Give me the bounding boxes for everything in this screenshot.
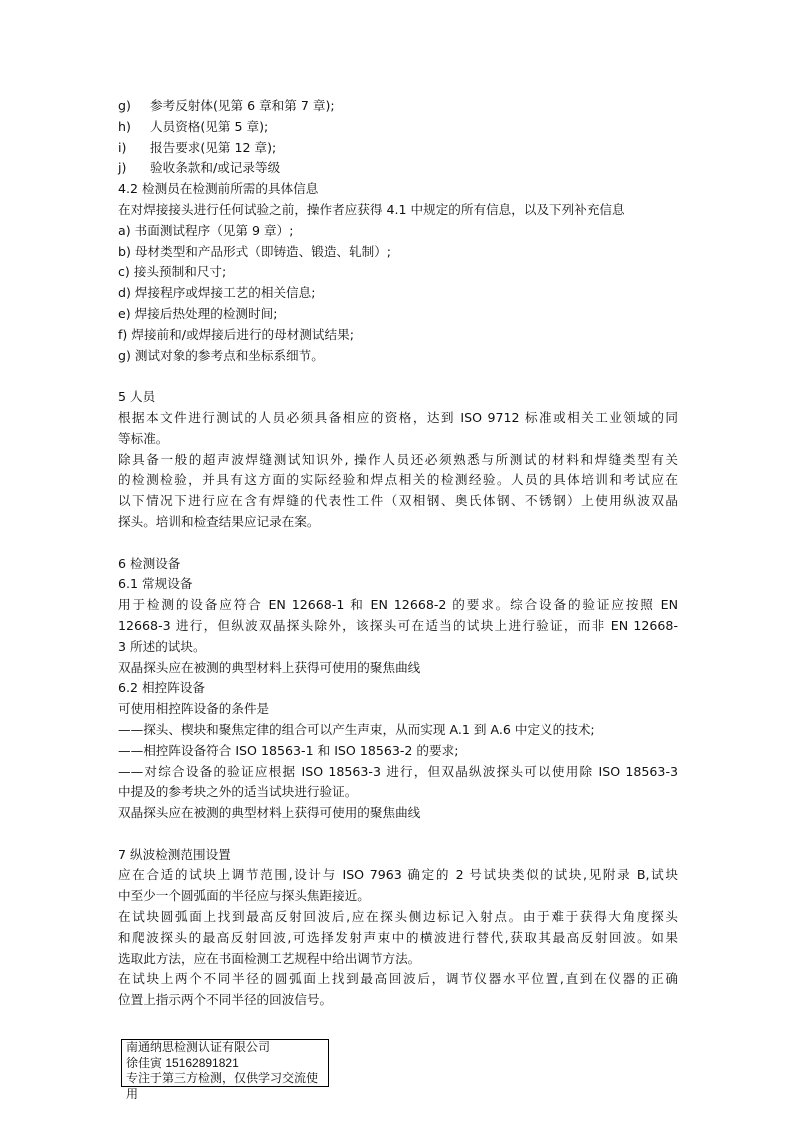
list-item bbox=[118, 325, 678, 346]
paragraph-line: 中至少一个圆弧面的半径应与探头焦距接近。 bbox=[118, 888, 370, 904]
list-item bbox=[118, 304, 678, 325]
list-text: 书面测试程序（见第 9 章）; bbox=[134, 222, 294, 238]
paragraph-line: 在试块上两个不同半径的圆弧面上找到最高回波后，调节仪器水平位置,直到在仪器的正确 bbox=[118, 971, 678, 987]
list-item bbox=[118, 262, 678, 283]
list-marker: a) bbox=[118, 222, 131, 238]
list-text: 母材类型和产品形式（即铸造、锻造、轧制）; bbox=[134, 243, 392, 259]
stamp-contact: 徐佳寅 15162891821 bbox=[126, 1055, 239, 1070]
list-marker: c) bbox=[118, 264, 130, 280]
list-item bbox=[118, 283, 678, 304]
list-text: 验收条款和/或记录等级 bbox=[150, 160, 281, 176]
dash-list-item: ——相控阵设备符合 ISO 18563-1 和 ISO 18563-2 的要求; bbox=[118, 742, 459, 758]
paragraph-line: 的检测检验，并具有这方面的实际经验和焊点相关的检测经验。人员的具体培训和考试应在 bbox=[118, 472, 678, 488]
list-item bbox=[118, 117, 678, 138]
section-heading: 7 纵波检测范围设置 bbox=[118, 846, 231, 862]
paragraph-line: 选取此方法，应在书面检测工艺规程中给出调节方法。 bbox=[118, 950, 421, 966]
paragraph-line: 双晶探头应在被测的典型材料上获得可使用的聚焦曲线 bbox=[118, 659, 421, 675]
stamp-notice: 专注于第三方检测，仅供学习交流使 bbox=[126, 1071, 319, 1085]
subsection-heading: 6.2 相控阵设备 bbox=[118, 680, 206, 696]
watermark-stamp-box bbox=[121, 1039, 329, 1101]
list-marker: j) bbox=[118, 160, 127, 176]
blank-line bbox=[118, 366, 678, 387]
paragraph-line: 在对焊接接头进行任何试验之前，操作者应获得 4.1 中规定的所有信息，以及下列补充信息 bbox=[118, 201, 625, 217]
document-body bbox=[118, 96, 678, 1011]
paragraph-line: 探头。培训和检查结果应记录在案。 bbox=[118, 513, 320, 529]
paragraph-line: 除具备一般的超声波焊缝测试知识外, 操作人员还必须熟悉与所测试的材料和焊缝类型有关 bbox=[118, 451, 678, 467]
paragraph-line: 可使用相控阵设备的条件是 bbox=[118, 701, 270, 717]
list-item bbox=[118, 96, 678, 117]
blank-line bbox=[118, 824, 678, 845]
list-item bbox=[118, 346, 678, 367]
list-item bbox=[118, 221, 678, 242]
list-text: 参考反射体(见第 6 章和第 7 章); bbox=[150, 98, 335, 113]
list-text: 焊接前和/或焊接后进行的母材测试结果; bbox=[131, 326, 354, 342]
paragraph-line: 根据本文件进行测试的人员必须具备相应的资格，达到 ISO 9712 标准或相关工业领域的同 bbox=[118, 409, 678, 425]
list-marker: g) bbox=[118, 98, 131, 113]
paragraph-line: 以下情况下进行应在含有焊缝的代表性工件（双相钢、奥氏体钢、不锈钢）上使用纵波双晶 bbox=[118, 493, 678, 509]
paragraph-line: 位置上指示两个不同半径的回波信号。 bbox=[118, 992, 333, 1008]
dash-list-item: ——对综合设备的验证应根据 ISO 18563-3 进行，但双晶纵波探头可以使用除 ISO 18563-3 bbox=[118, 763, 678, 779]
list-item bbox=[118, 158, 678, 179]
list-text: 测试对象的参考点和坐标系细节。 bbox=[134, 347, 324, 363]
list-marker: b) bbox=[118, 243, 131, 259]
list-marker: f) bbox=[118, 326, 128, 342]
stamp-company: 南通纳思检测认证有限公司 bbox=[126, 1040, 271, 1054]
paragraph-line: 中提及的参考块之外的适当试块进行验证。 bbox=[118, 784, 358, 800]
paragraph-line: 12668-3 进行，但纵波双晶探头除外，该探头可在适当的试块上进行验证，而非 EN 12668- bbox=[118, 617, 678, 633]
list-text: 焊接程序或焊接工艺的相关信息; bbox=[134, 285, 316, 301]
section-heading: 5 人员 bbox=[118, 389, 156, 405]
list-text: 接头预制和尺寸; bbox=[133, 264, 227, 280]
list-item bbox=[118, 242, 678, 263]
paragraph-line: 用于检测的设备应符合 EN 12668-1 和 EN 12668-2 的要求。综合设备的验证应按照 EN bbox=[118, 597, 678, 613]
paragraph-line: 等标准。 bbox=[118, 430, 169, 446]
stamp-notice-cont: 用 bbox=[126, 1086, 139, 1101]
paragraph-line: 在试块圆弧面上找到最高反射回波后,应在探头侧边标记入射点。由于难于获得大角度探头 bbox=[118, 909, 678, 925]
list-text: 人员资格(见第 5 章); bbox=[150, 118, 269, 134]
list-marker: d) bbox=[118, 285, 131, 301]
list-text: 焊接后热处理的检测时间; bbox=[134, 305, 278, 321]
paragraph-line: 双晶探头应在被测的典型材料上获得可使用的聚焦曲线 bbox=[118, 805, 421, 821]
paragraph-line: 3 所述的试块。 bbox=[118, 638, 206, 654]
dash-list-item: ——探头、楔块和聚焦定律的组合可以产生声束，从而实现 A.1 到 A.6 中定义的技术; bbox=[118, 721, 595, 737]
paragraph-line: 和爬波探头的最高反射回波,可选择发射声束中的横波进行替代,获取其最高反射回波。如果 bbox=[118, 929, 678, 945]
list-marker: i) bbox=[118, 139, 127, 155]
subsection-heading: 6.1 常规设备 bbox=[118, 576, 193, 592]
paragraph-line: 应在合适的试块上调节范围,设计与 ISO 7963 确定的 2 号试块类似的试块,见附录 B,试块 bbox=[118, 867, 678, 883]
list-marker: g) bbox=[118, 347, 131, 363]
section-heading: 4.2 检测员在检测前所需的具体信息 bbox=[118, 181, 319, 197]
list-item bbox=[118, 138, 678, 159]
section-heading: 6 检测设备 bbox=[118, 555, 181, 571]
blank-line bbox=[118, 533, 678, 554]
list-text: 报告要求(见第 12 章); bbox=[150, 139, 277, 155]
list-marker: h) bbox=[118, 118, 131, 134]
list-marker: e) bbox=[118, 305, 131, 321]
